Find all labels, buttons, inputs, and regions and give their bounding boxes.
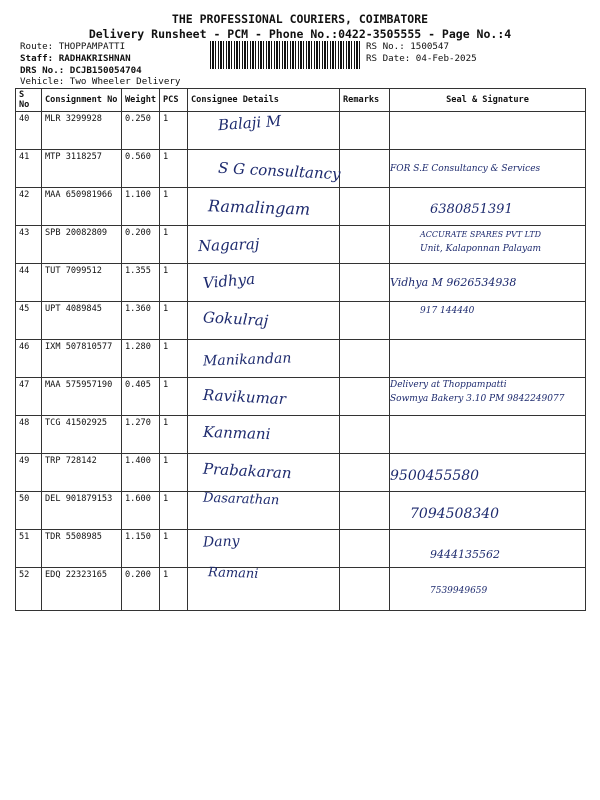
cell-consignee [188, 302, 340, 340]
col-header-consignee: Consignee Details [188, 89, 340, 112]
col-header-weight: Weight [122, 89, 160, 112]
consignee-handwriting: Nagaraj [197, 234, 260, 256]
consignee-handwriting: Dany [202, 533, 240, 551]
cell-consignee [188, 378, 340, 416]
cell-signature [390, 492, 586, 530]
table-row [16, 378, 586, 416]
cell-sno: 51 [16, 530, 42, 568]
table-row [16, 226, 586, 264]
consignee-handwriting: Manikandan [202, 350, 292, 370]
cell-sno: 40 [16, 112, 42, 150]
consignee-handwriting: Ravikumar [202, 385, 287, 409]
cell-signature [390, 454, 586, 492]
col-header-sno: S No [16, 89, 42, 112]
cell-weight: 1.100 [122, 188, 160, 226]
cell-consignment-no: IXM 507810577 [42, 340, 122, 378]
cell-sno: 45 [16, 302, 42, 340]
cell-remarks [340, 492, 390, 530]
cell-consignment-no: DEL 901879153 [42, 492, 122, 530]
cell-weight: 1.360 [122, 302, 160, 340]
cell-consignee [188, 340, 340, 378]
cell-signature [390, 530, 586, 568]
signature-note: Sowmya Bakery 3.10 PM 9842249077 [390, 394, 565, 404]
signature-handwriting: Vidhya M 9626534938 [390, 276, 517, 289]
cell-remarks [340, 264, 390, 302]
cell-remarks [340, 340, 390, 378]
staff-info: Staff: RADHAKRISHNAN [20, 53, 131, 64]
signature-handwriting: Delivery at Thoppampatti [390, 380, 507, 390]
page-title: THE PROFESSIONAL COURIERS, COIMBATORE [171, 12, 429, 26]
cell-pcs: 1 [160, 454, 188, 492]
table-row [16, 530, 586, 568]
cell-weight: 0.405 [122, 378, 160, 416]
cell-remarks [340, 112, 390, 150]
cell-signature [390, 150, 586, 188]
cell-weight: 0.250 [122, 112, 160, 150]
table-header-row [16, 89, 586, 112]
cell-pcs: 1 [160, 378, 188, 416]
cell-signature [390, 112, 586, 150]
table-row [16, 264, 586, 302]
consignee-handwriting: Kanmani [202, 422, 271, 444]
table-row [16, 416, 586, 454]
cell-sno: 42 [16, 188, 42, 226]
cell-consignment-no: UPT 4089845 [42, 302, 122, 340]
cell-consignment-no: TUT 7099512 [42, 264, 122, 302]
cell-consignee [188, 226, 340, 264]
signature-handwriting: 7094508340 [410, 506, 500, 522]
cell-consignee [188, 188, 340, 226]
cell-pcs: 1 [160, 150, 188, 188]
cell-weight: 1.400 [122, 454, 160, 492]
cell-weight: 1.355 [122, 264, 160, 302]
signature-handwriting: 6380851391 [430, 202, 513, 217]
cell-sno: 47 [16, 378, 42, 416]
cell-sno: 52 [16, 568, 42, 611]
cell-remarks [340, 302, 390, 340]
cell-pcs: 1 [160, 302, 188, 340]
signature-handwriting: ACCURATE SPARES PVT LTD [420, 230, 542, 239]
cell-consignee [188, 565, 340, 611]
cell-signature [390, 226, 586, 264]
cell-pcs: 1 [160, 340, 188, 378]
cell-consignment-no: TRP 728142 [42, 454, 122, 492]
cell-pcs: 1 [160, 188, 188, 226]
cell-consignee [188, 150, 340, 188]
table-row [16, 150, 586, 188]
vehicle-info: Vehicle: Two Wheeler Delivery [20, 76, 181, 87]
signature-handwriting: 917 144440 [420, 306, 475, 316]
consignee-handwriting: Prabakaran [202, 459, 292, 483]
cell-signature [390, 568, 586, 611]
cell-pcs: 1 [160, 226, 188, 264]
table-row [16, 112, 586, 150]
cell-sno: 48 [16, 416, 42, 454]
col-header-signature: Seal & Signature [390, 89, 586, 112]
cell-pcs: 1 [160, 264, 188, 302]
table-row [16, 188, 586, 226]
cell-signature [390, 264, 586, 302]
cell-weight: 1.600 [122, 492, 160, 530]
table-row [16, 340, 586, 378]
cell-consignee [188, 264, 340, 302]
signature-handwriting: 7539949659 [430, 586, 488, 596]
cell-remarks [340, 530, 390, 568]
signature-handwriting: FOR S.E Consultancy & Services [390, 164, 541, 174]
cell-remarks [340, 568, 390, 611]
drs-info: DRS No.: DCJB150054704 [20, 65, 142, 76]
rs-date: RS Date: 04-Feb-2025 [366, 53, 477, 64]
consignee-handwriting: Vidhya [202, 269, 256, 293]
consignee-handwriting: Gokulraj [202, 308, 269, 330]
signature-handwriting: 9500455580 [390, 468, 480, 484]
cell-remarks [340, 378, 390, 416]
signature-handwriting: 9444135562 [430, 548, 500, 561]
cell-sno: 49 [16, 454, 42, 492]
col-header-remarks: Remarks [340, 89, 390, 112]
consignee-handwriting: Ramani [207, 565, 259, 582]
table-row [16, 454, 586, 492]
cell-weight: 0.200 [122, 226, 160, 264]
cell-pcs: 1 [160, 416, 188, 454]
cell-weight: 1.270 [122, 416, 160, 454]
cell-signature [390, 378, 586, 416]
runsheet-table [15, 88, 586, 611]
cell-sno: 43 [16, 226, 42, 264]
cell-signature [390, 302, 586, 340]
cell-consignment-no: MLR 3299928 [42, 112, 122, 150]
cell-consignee [188, 454, 340, 492]
cell-sno: 41 [16, 150, 42, 188]
cell-consignment-no: MTP 3118257 [42, 150, 122, 188]
cell-signature [390, 416, 586, 454]
consignee-handwriting: Ramalingam [207, 196, 311, 219]
signature-note: Unit, Kalaponnan Palayam [420, 244, 541, 254]
cell-remarks [340, 416, 390, 454]
page-subtitle: Delivery Runsheet - PCM - Phone No.:0422-3505555 - Page No.:4 [88, 27, 512, 41]
cell-weight: 0.560 [122, 150, 160, 188]
cell-consignment-no: EDQ 22323165 [42, 568, 122, 611]
col-header-pcs: PCS [160, 89, 188, 112]
cell-consignee [188, 492, 340, 530]
cell-sno: 44 [16, 264, 42, 302]
cell-remarks [340, 454, 390, 492]
cell-consignment-no: TCG 41502925 [42, 416, 122, 454]
cell-pcs: 1 [160, 530, 188, 568]
cell-weight: 0.200 [122, 568, 160, 611]
cell-consignment-no: MAA 650981966 [42, 188, 122, 226]
cell-consignee [188, 530, 340, 568]
cell-remarks [340, 150, 390, 188]
cell-signature [390, 340, 586, 378]
rs-number: RS No.: 1500547 [366, 41, 449, 52]
table-row [16, 302, 586, 340]
col-header-consignment: Consignment No [42, 89, 122, 112]
cell-consignment-no: TDR 5508985 [42, 530, 122, 568]
cell-pcs: 1 [160, 568, 188, 611]
route-info: Route: THOPPAMPATTI [20, 41, 126, 52]
cell-consignee [188, 112, 340, 150]
cell-consignee [188, 416, 340, 454]
cell-signature [390, 188, 586, 226]
cell-weight: 1.280 [122, 340, 160, 378]
cell-pcs: 1 [160, 112, 188, 150]
consignee-handwriting: S G consultancy [217, 158, 341, 184]
cell-remarks [340, 226, 390, 264]
cell-remarks [340, 188, 390, 226]
cell-pcs: 1 [160, 492, 188, 530]
cell-weight: 1.150 [122, 530, 160, 568]
cell-consignment-no: SPB 20082809 [42, 226, 122, 264]
consignee-handwriting: Dasarathan [202, 490, 280, 509]
cell-sno: 50 [16, 492, 42, 530]
barcode [210, 41, 360, 69]
cell-consignment-no: MAA 575957190 [42, 378, 122, 416]
cell-sno: 46 [16, 340, 42, 378]
consignee-handwriting: Balaji M [217, 111, 282, 135]
table-row [16, 568, 586, 611]
table-row [16, 492, 586, 530]
